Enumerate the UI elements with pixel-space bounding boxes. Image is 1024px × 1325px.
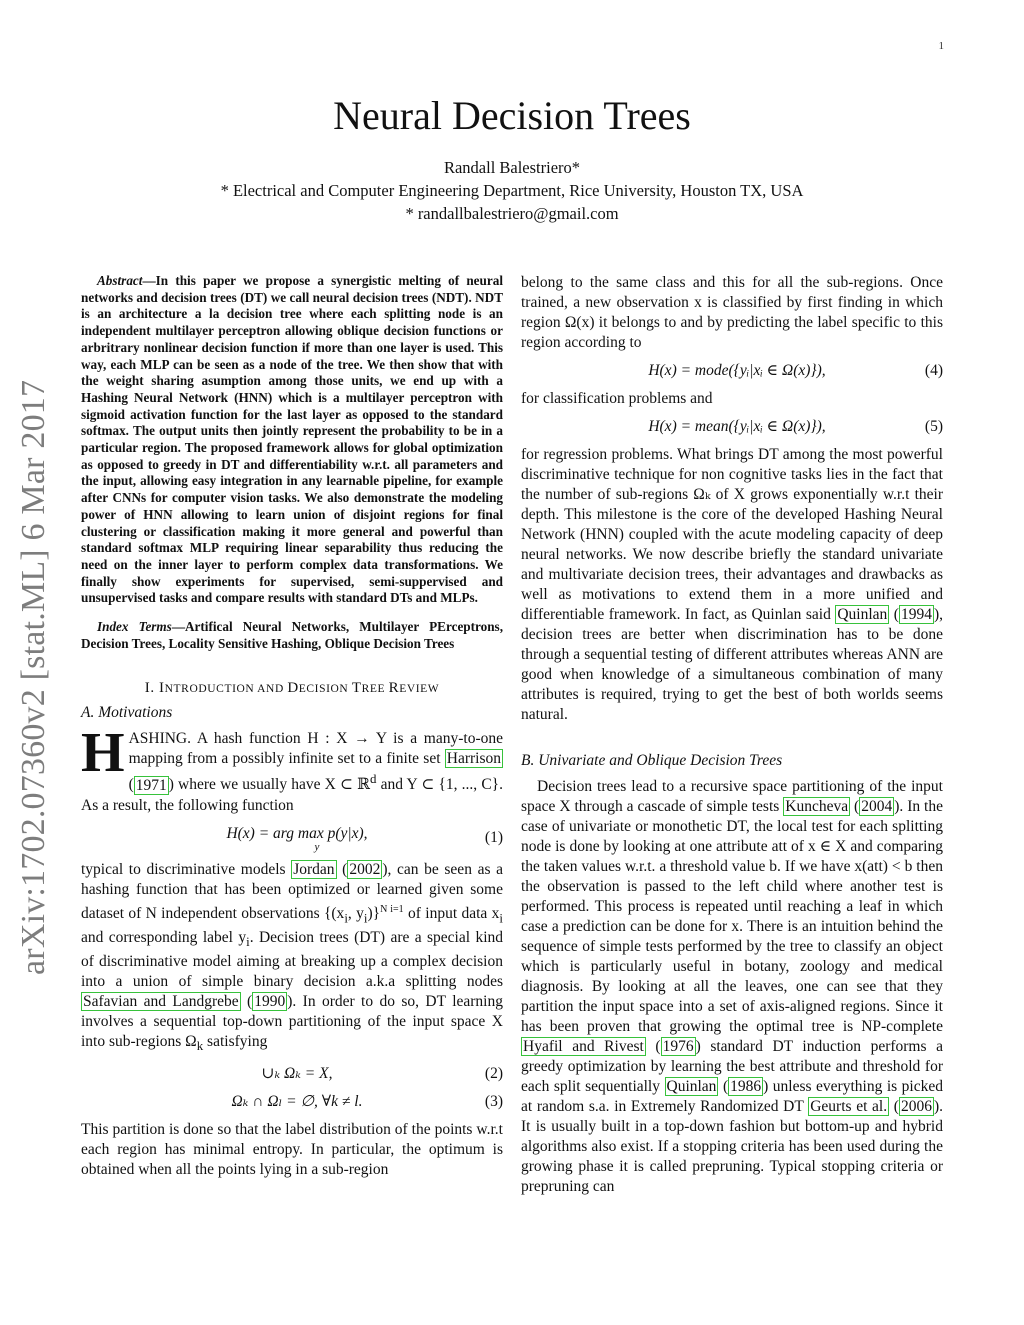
citation-link[interactable]: 1976 xyxy=(662,1038,694,1055)
citation-link[interactable]: 2006 xyxy=(900,1098,932,1115)
equation-expression: H(x) = arg max p(y|x), xyxy=(226,824,368,842)
text-run: and Y ⊂ {1, ..., C}. As a result, the following function xyxy=(81,776,503,814)
index-terms-lead: Index Terms xyxy=(97,619,172,635)
paragraph-classification: for classification problems and xyxy=(521,390,713,407)
equation-expression: Ωₖ ∩ Ωₗ = ∅, ∀k ≠ l. xyxy=(231,1093,363,1111)
subsection-b-heading: B. Univariate and Oblique Decision Trees xyxy=(521,752,783,769)
author: Randall Balestriero* xyxy=(443,158,581,177)
equation-1 xyxy=(81,824,503,852)
drop-cap: H xyxy=(81,722,125,785)
paragraph-classify: belong to the same class and this for all the sub-regions. Once trained, a new observation x is classified by first finding in which region Ω(x) it belongs to and by predicting the label specific to this region according to xyxy=(521,274,943,351)
subscript: i xyxy=(344,909,348,925)
text-run: . In the case of univariate or monothetic DT, the local test for each splitting node is done by looking at one attribute att of x ∈ X and comparing the taken values w.r.t. a threshold value b. If we have x(att) < b then the observation is passed to the left child where another test is performed. This process is repeated until reaching a leaf in which case a prediction can be done for x. There is an intuition behind the sequence of simple tests performed by the tree to classify an object which is particularly useful in botany, zoology and medical diagnosis. By looking at all the leaves, one can see that they partition the input space into a set of axis-aligned regions. Since it has been proven that growing the optimal tree is NP-complete xyxy=(521,798,943,1035)
citation-link[interactable]: 1971 xyxy=(135,776,167,794)
text-run: , can be seen as a hashing function that has been optimized or learned given some dataset of N independent observations {(x xyxy=(81,860,503,922)
equation-expression: H(x) = mean({yᵢ|xᵢ ∈ Ω(x)}), xyxy=(648,418,826,435)
text-run: satisfying xyxy=(203,1032,268,1050)
subscript: k xyxy=(196,1038,204,1054)
affiliation: * Electrical and Computer Engineering Department, Rice University, Houston TX, USA xyxy=(220,181,804,200)
section-title-part: NTRODUCTION AND xyxy=(164,683,288,696)
subscript: i xyxy=(363,909,368,925)
equation-5 xyxy=(521,417,943,437)
citation-link[interactable]: 1994 xyxy=(900,606,932,623)
paragraph-hashing: HASHING. A hash function H : X → Y is a many-to-one mapping from a possibly infinite set to a finite set Harrison ( 1971 ) where we usually have X ⊂ ℝ$^d$ and Y ⊂ {1, ..., C}. As a result, the following function xyxy=(81,722,503,814)
index-terms xyxy=(81,619,503,652)
section-title-part: REE xyxy=(361,683,389,696)
text-run: unless everything is picked at random s.a. in Extremely Randomized DT xyxy=(521,1078,943,1115)
text-run: where we usually have X ⊂ ℝ xyxy=(173,776,370,794)
text-run: . Decision trees (DT) are a special kind of discriminative model aiming at breaking up a complex decision into a union of simple binary decision a.k.a splitting nodes xyxy=(81,928,503,990)
section-numeral: I. xyxy=(144,680,155,697)
equation-subscript: y xyxy=(314,840,320,853)
equation-number: (2) xyxy=(484,1065,503,1083)
equation-number: (1) xyxy=(484,828,503,846)
abstract xyxy=(81,273,503,607)
text-run: . It is usually built in a top-down fashion but bottom-up and hybrid algorithms also exist. If a stopping criteria has been used during the growing phase it is called prepruning. Typical stopping criteria or prepruning can xyxy=(521,1098,943,1195)
page-number: 1 xyxy=(938,40,944,52)
citation-link[interactable]: 1986 xyxy=(730,1078,762,1095)
subscript: i xyxy=(499,909,503,925)
text-run: . In order to do so, DT learning involves a sequential top-down partitioning of the input space X into sub-regions Ω xyxy=(81,992,503,1050)
citation-link[interactable]: Quinlan xyxy=(837,606,888,623)
section-title-part: I xyxy=(159,680,165,697)
text-run: of input data x xyxy=(403,904,500,922)
arxiv-stamp[interactable]: arXiv:1702.07360v2 [stat.ML] 6 Mar 2017 xyxy=(15,379,52,975)
section-title-part: ECISION xyxy=(298,683,352,696)
section-title-part: R xyxy=(388,680,400,697)
left-column xyxy=(81,273,503,1180)
text-run: , decision trees are better when discrimination has to be done through a sequential testing of different attributes whereas ANN are good when knowledge of a simultaneous combination of many attributes is required, trying to get the best of both worlds seems natural. xyxy=(521,606,943,723)
equation-2 xyxy=(81,1064,503,1084)
citation-link[interactable]: Kuncheva xyxy=(785,798,849,815)
paragraph-partition: This partition is done so that the label distribution of the points w.r.t each region has minimal entropy. In particular, the optimum is obtained when all the points lying in a sub-region xyxy=(81,1121,503,1179)
abstract-lead: Abstract xyxy=(97,273,143,288)
citation-link[interactable]: 2002 xyxy=(349,860,381,878)
paragraph-univariate: Decision trees lead to a recursive space partitioning of the input space X through a cascade of simple tests Kuncheva ( 2004 ). In the case of univariate or monothetic DT, the local test for each splitting node is done by looking at one attribute att of x ∈ X and comparing the taken values w.r.t. a threshold value b. If we have x(att) < b then the observation is passed to the left child where another test is performed. This process is repeated until reaching a leaf in which case a prediction can be done for x. There is an intuition behind the sequence of simple tests performed by the tree to classify an object which is particularly useful in botany, zoology and medical diagnosis. By looking at all the leaves, one can see that they partition the input space into a set of axis-aligned regions. Since it has been proven that growing the optimal tree is NP-complete Hyafil and Rivest ( 1976 ) standard DT induction performs a greedy optimization by learning the best attribute and threshold for each split sequentially Quinlan ( 1986 ) unless everything is picked at random s.a. in Extremely Randomized DT Geurts et al. ( 2006 ). It is usually built in a top-down fashion but bottom-up and hybrid algorithms also exist. If a stopping criteria has been used during the growing phase it is called prepruning. Typical stopping criteria or prepruning can xyxy=(521,778,943,1195)
citation-link[interactable]: Quinlan xyxy=(666,1078,717,1095)
equation-expression: ∪ₖ Ωₖ = X, xyxy=(261,1065,333,1083)
equation-3 xyxy=(81,1092,503,1112)
abstract-text: —In this paper we propose a synergistic melting of neural networks and decision trees (DT) we call neural decision trees (NDT). NDT is an architecture a la decision tree where each splitting node is an independent multilayer perceptron allowing oblique decision functions or arbritrary nonlinear decision function if more than one layer is used. This way, each MLP can be seen as a node of the tree. We then show that with the weight sharing asumption among those units, we end up with a Hashing Neural Network (HNN) which is a multilayer perceptron with sigmoid activation function for the last layer as opposed to the standard softmax. The output units then jointly represent the probability to be in a particular region. The proposed framework allows for global optimization as opposed to greedy in DT and differentiability w.r.t. all parameters and the input, allowing easy integration in any learnable pipeline, for example after CNNs for computer vision tasks. We also demonstrate the modeling power of HNN allowing to learn union of disjoint regions for final clustering or classification making it more general and powerful than standard softmax MLP requiring linear separability thus reducing the need on the inner layer to perform complex data transformations. We finally show experiments for supervised, semi-suppervised and unsupervised tasks and compare results with standard DTs and MLPs. xyxy=(81,273,503,606)
citation-link[interactable]: Geurts et al. xyxy=(810,1098,888,1115)
citation-link[interactable]: Harrison xyxy=(446,750,501,768)
superscript: N i=1 xyxy=(380,903,404,915)
text-run: for regression problems. What brings DT among the most powerful discriminative technique for non cognitive tasks lies in the fact that the number of sub-regions Ωₖ of X grows exponentially w.r.t their depth. This milestone is the core of the developed Hashing Neural Network (HNN) coupled with the acute modeling capacity of deep neural networks. We now describe briefly the standard univariate and multivariate decision trees, their advantages and drawbacks as well as motivations to extend them in a more unified and differentiable framework. In fact, as Quinlan said xyxy=(521,446,943,623)
title-block xyxy=(0,92,1024,225)
author-email[interactable]: * randallbalestriero@gmail.com xyxy=(405,204,619,223)
citation-link[interactable]: Jordan xyxy=(293,860,335,878)
equation-4 xyxy=(521,361,943,381)
section-title-part: D xyxy=(287,680,299,697)
citation-link[interactable]: 2004 xyxy=(861,798,893,815)
right-column xyxy=(521,273,943,1197)
citation-link[interactable]: Safavian and Landgrebe xyxy=(83,992,239,1010)
citation-link[interactable]: 1990 xyxy=(254,992,286,1010)
text-run: typical to discriminative models xyxy=(81,860,292,878)
section-heading-1 xyxy=(81,680,503,697)
text-run: )} xyxy=(367,904,381,922)
paragraph-dt: typical to discriminative models Jordan ( 2002 ), can be seen as a hashing function that has been optimized or learned given some dataset of N independent observations {($x_i$, $y_i)\}^{N i=1}$ of input data $x_i$ and corresponding label $y_i$. Decision trees (DT) are a special kind of discriminative model aiming at breaking up a complex decision into a union of simple binary decision a.k.a splitting nodes Safavian and Landgrebe ( 1990 ). In order to do so, DT learning involves a sequential top-down partitioning of the input space X into sub-regions $\Omega_k$ satisfying xyxy=(81,860,503,1054)
index-terms-text: —Artifical Neural Networks, Multilayer PErceptrons, Decision Trees, Locality Sensitive Hashing, Oblique Decision Trees xyxy=(81,619,503,651)
text-run: standard DT induction performs a greedy optimization by learning the best attribute and threshold for each split sequentially xyxy=(521,1038,943,1095)
text-run: and corresponding label y xyxy=(81,928,247,946)
text-run: ASHING. A hash function H : X → Y is a many-to-one mapping from a possibly infinite set to a finite set xyxy=(128,730,503,768)
subscript: i xyxy=(246,933,250,949)
subsection-a-heading: A. Motivations xyxy=(81,704,173,722)
superscript: d xyxy=(370,771,377,787)
text-run: Decision trees lead to a recursive space partitioning of the input space X through a cascade of simple tests xyxy=(521,778,943,815)
paper-title: Neural Decision Trees xyxy=(333,93,691,138)
citation-link[interactable]: Hyafil and Rivest xyxy=(523,1038,644,1055)
equation-number: (3) xyxy=(484,1093,503,1111)
equation-number: (5) xyxy=(924,418,943,435)
equation-expression: H(x) = mode({yᵢ|xᵢ ∈ Ω(x)}), xyxy=(648,362,826,379)
section-title-part: T xyxy=(351,680,362,697)
equation-number: (4) xyxy=(924,362,943,379)
text-run: , y xyxy=(347,904,364,922)
paragraph-regression: for regression problems. What brings DT among the most powerful discriminative technique for non cognitive tasks lies in the fact that the number of sub-regions Ωₖ of X grows exponentially w.r.t their depth. This milestone is the core of the developed Hashing Neural Network (HNN) coupled with the acute modeling capacity of deep neural networks. We now describe briefly the standard univariate and multivariate decision trees, their advantages and drawbacks as well as motivations to extend them in a more unified and differentiable framework. In fact, as Quinlan said Quinlan ( 1994 ), decision trees are better when discrimination has to be done through a sequential testing of different attributes whereas ANN are good when knowledge of a simultaneous combination of many attributes is required, trying to get the best of both worlds seems natural. xyxy=(521,446,943,723)
section-title-part: EVIEW xyxy=(399,683,440,696)
